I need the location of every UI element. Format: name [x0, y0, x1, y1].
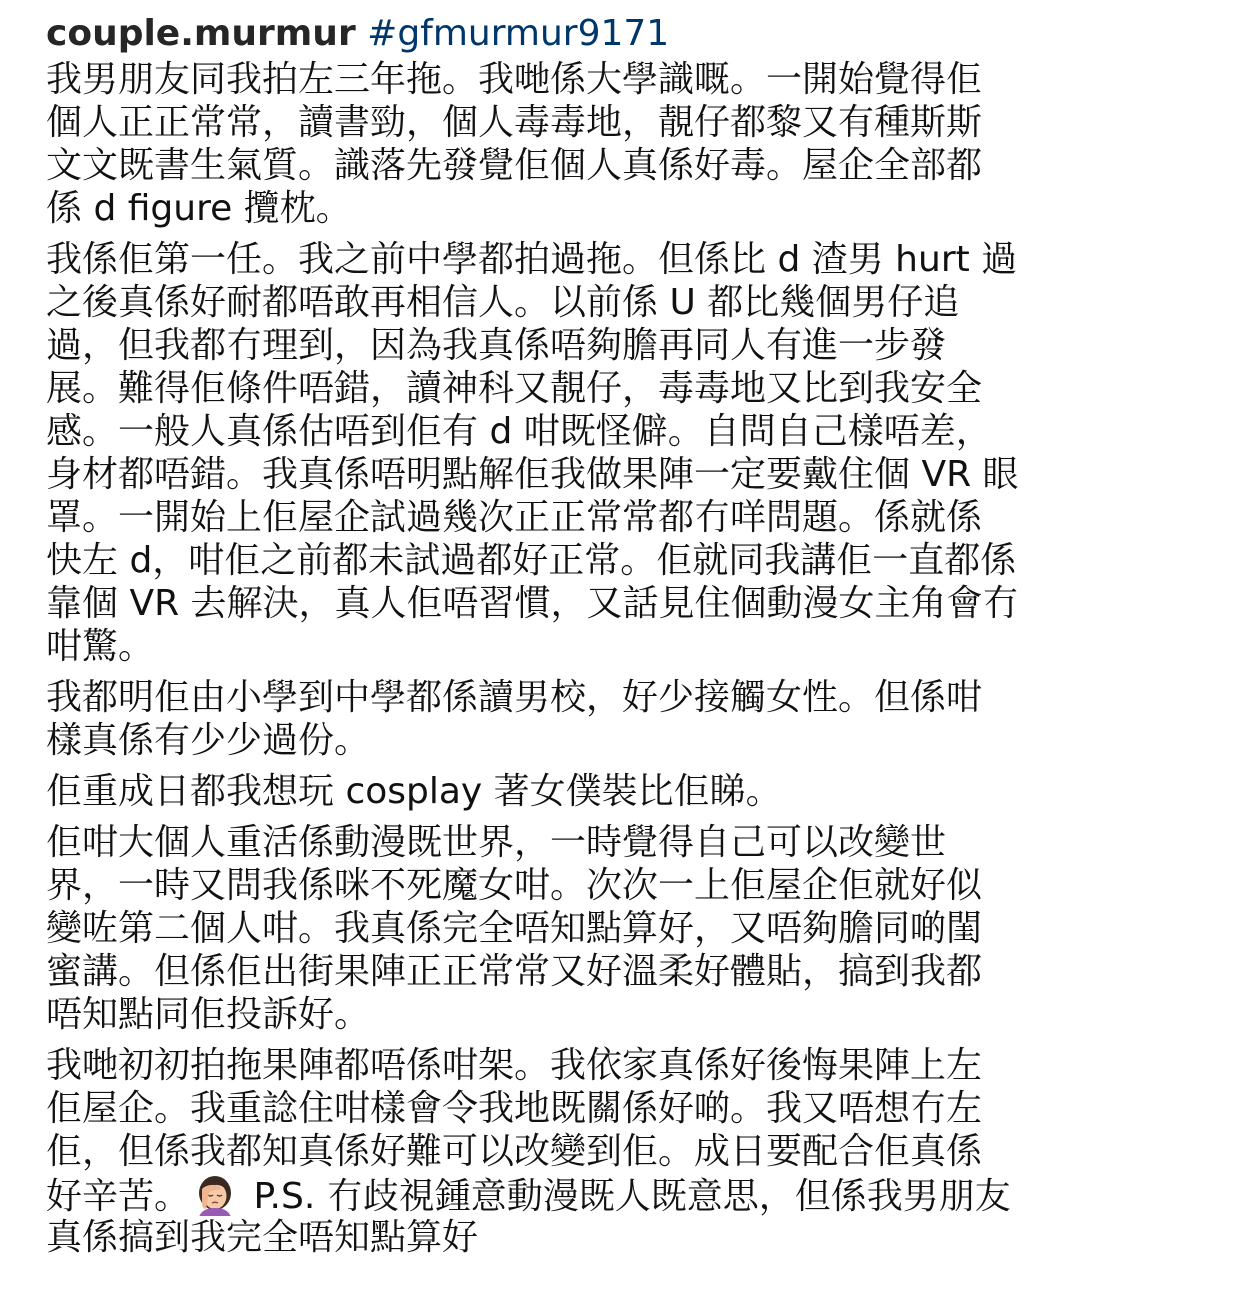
- caption-line: 之後真係好耐都唔敢再相信人。以前係 U 都比幾個男仔追: [46, 282, 960, 323]
- caption-line: [46, 1173, 1216, 1216]
- caption-line: 個人正正常常，讀書勁，個人毒毒地，靚仔都黎又有種斯斯: [46, 102, 983, 143]
- caption-line: 我都明佢由小學到中學都係讀男校，好少接觸女性。但係咁: [46, 677, 983, 718]
- caption-line: 文文既書生氣質。識落先發覺佢個人真係好毒。屋企全部都: [46, 145, 983, 186]
- caption-line: 佢咁大個人重活係動漫既世界，一時覺得自己可以改變世: [46, 822, 947, 863]
- caption-line: 我哋初初拍拖果陣都唔係咁架。我依家真係好後悔果陣上左: [46, 1045, 983, 1086]
- caption-line: 身材都唔錯。我真係唔明點解佢我做果陣一定要戴住個 VR 眼: [46, 454, 1019, 495]
- caption-paragraph: [46, 1044, 1216, 1259]
- caption-line: 我係佢第一任。我之前中學都拍過拖。但係比 d 渣男 hurt 過: [46, 239, 1018, 280]
- caption-line: 變咗第二個人咁。我真係完全唔知點算好，又唔夠膽同啲閨: [46, 908, 983, 949]
- caption-line: 係 d figure 攬枕。: [46, 188, 352, 229]
- caption-paragraph: [46, 821, 1216, 1036]
- facepalm-woman-icon: [194, 1173, 236, 1216]
- hashtag-link[interactable]: #gfmurmur9171: [367, 13, 670, 54]
- caption-line: 我男朋友同我拍左三年拖。我哋係大學識嘅。一開始覺得佢: [46, 59, 983, 100]
- caption-paragraph: [46, 58, 1216, 230]
- caption-line: 唔知點同佢投訴好。: [46, 994, 371, 1035]
- caption-line: 罩。一開始上佢屋企試過幾次正正常常都冇咩問題。係就係: [46, 497, 983, 538]
- caption-paragraph: [46, 676, 1216, 762]
- caption-paragraph: [46, 770, 1216, 813]
- caption-line: 過，但我都冇理到，因為我真係唔夠膽再同人有進一步發: [46, 325, 947, 366]
- caption-line: 佢重成日都我想玩 cosplay 著女僕裝比佢睇。: [46, 771, 782, 812]
- caption-line: 佢，但係我都知真係好難可以改變到佢。成日要配合佢真係: [46, 1131, 983, 1172]
- caption-header: [46, 10, 1216, 58]
- caption-line: 展。難得佢條件唔錯，讀神科又靚仔，毒毒地又比到我安全: [46, 368, 983, 409]
- caption-post: [46, 10, 1216, 1267]
- username-link[interactable]: couple.murmur: [46, 13, 356, 54]
- caption-line: 樣真係有少少過份。: [46, 720, 371, 761]
- caption-line: 感。一般人真係估唔到佢有 d 咁既怪僻。自問自己樣唔差，: [46, 411, 992, 452]
- caption-line: 咁驚。: [46, 626, 155, 667]
- caption-text-segment: 好辛苦。: [46, 1176, 191, 1216]
- caption-line: 快左 d，咁佢之前都未試過都好正常。佢就同我講佢一直都係: [46, 540, 1017, 581]
- caption-text-segment: P.S. 冇歧視鍾意動漫既人既意思，但係我男朋友: [242, 1176, 1011, 1216]
- caption-line: 真係搞到我完全唔知點算好: [46, 1217, 479, 1258]
- caption-line: 佢屋企。我重諗住咁樣會令我地既關係好啲。我又唔想冇左: [46, 1088, 983, 1129]
- caption-line: 蜜講。但係佢出街果陣正正常常又好溫柔好體貼，搞到我都: [46, 951, 983, 992]
- caption-paragraph: [46, 238, 1216, 668]
- caption-line: 靠個 VR 去解決，真人佢唔習慣，又話見住個動漫女主角會冇: [46, 583, 1019, 624]
- caption-line: 界，一時又問我係咪不死魔女咁。次次一上佢屋企佢就好似: [46, 865, 983, 906]
